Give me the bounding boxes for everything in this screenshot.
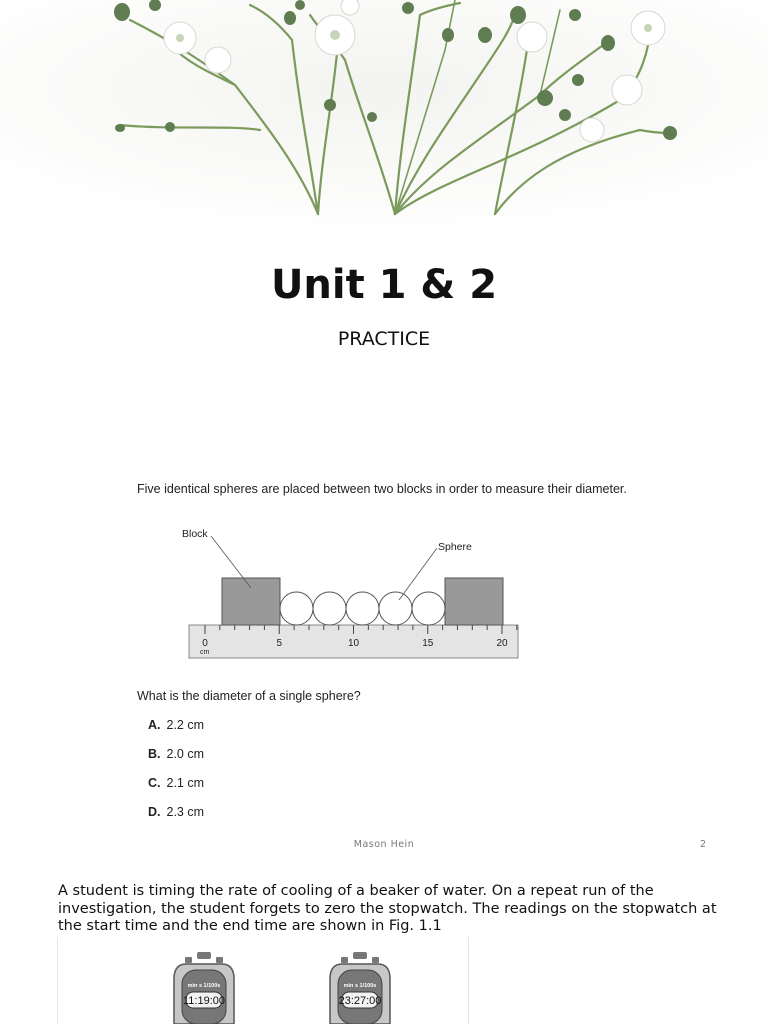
stopwatch-end-reading: 23:27:00	[338, 995, 382, 1007]
option-c[interactable]: C. 2.1 cm	[148, 776, 205, 790]
svg-text:min s 1/100s: min s 1/100s	[343, 983, 377, 989]
stopwatch-figure	[57, 937, 469, 1024]
document-subtitle: PRACTICE	[337, 328, 431, 350]
option-a[interactable]: A. 2.2 cm	[148, 718, 205, 732]
question-1-prompt: What is the diameter of a single sphere?	[137, 689, 361, 703]
sphere-1	[280, 592, 313, 625]
ruler-tick-label: 0	[202, 638, 208, 649]
sphere-2	[313, 592, 346, 625]
answer-options	[148, 718, 204, 834]
sphere-measurement-figure	[175, 520, 525, 669]
ruler-tick-label: 10	[347, 638, 360, 649]
ruler-tick-label: 15	[422, 638, 434, 649]
footer-page-number: 2	[700, 839, 707, 850]
ruler-tick-label: 20	[496, 638, 508, 649]
sphere-4	[379, 592, 412, 625]
ruler-unit: cm	[200, 649, 210, 656]
right-block	[445, 578, 503, 625]
sphere-label: Sphere	[438, 541, 472, 553]
question-2-stem: A student is timing the rate of cooling of a beaker of water. On a repeat run of the investigation, the student forgets to zero the stopwatch. The readings on the stopwatch at the start time and the end time are shown in Fig. 1.1	[58, 883, 717, 934]
document-title: Unit 1 & 2	[270, 262, 498, 308]
block-label: Block	[182, 528, 208, 540]
option-b[interactable]: B. 2.0 cm	[148, 747, 205, 761]
sphere-5	[412, 592, 445, 625]
svg-text:min s 1/100s: min s 1/100s	[187, 983, 221, 989]
stopwatch-start-icon	[174, 952, 234, 1024]
stopwatch-end-icon	[330, 952, 390, 1024]
sphere-3	[346, 592, 379, 625]
footer-author: Mason Hein	[353, 839, 415, 850]
stopwatch-start-reading: 11:19:00	[182, 995, 226, 1007]
left-block	[222, 578, 280, 625]
ruler-tick-label: 5	[276, 638, 283, 649]
question-1-stem: Five identical spheres are placed between two blocks in order to measure their diameter.	[137, 482, 627, 496]
option-d[interactable]: D. 2.3 cm	[148, 805, 205, 819]
flower-header-image	[0, 0, 768, 225]
